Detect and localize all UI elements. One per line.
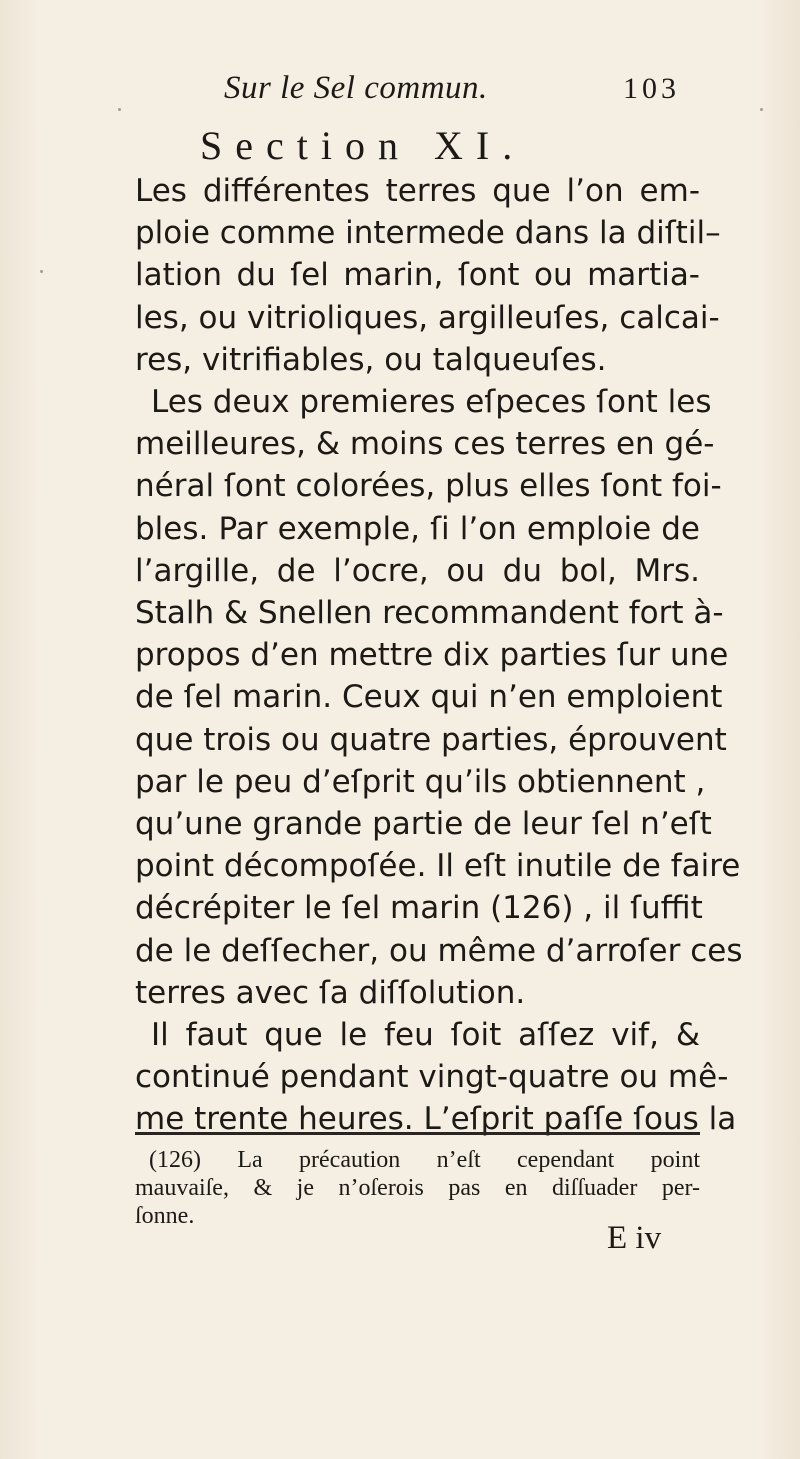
page-number: 103 [623, 72, 680, 105]
text-line: bles. Par exemple, ſi l’on emploie de [135, 510, 700, 547]
footnote-line: mauvaiſe, & je n’oſerois pas en diſſuader per- [135, 1175, 700, 1201]
paper-speck [760, 108, 763, 111]
text-line: meilleures, & moins ces terres en gé- [135, 426, 715, 463]
running-title: Sur le Sel commun. [224, 70, 488, 106]
text-line: par le peu d’eſprit qu’ils obtiennent , [135, 763, 706, 800]
paper-speck [118, 108, 121, 111]
text-line: l’argille, de l’ocre, ou du bol, Mrs. [135, 552, 700, 589]
text-line: terres avec ſa diſſolution. [135, 974, 526, 1011]
section-heading: Section XI. [200, 123, 526, 168]
text-line: Les différentes terres que l’on em- [135, 173, 700, 209]
footnote-line: ſonne. [135, 1203, 195, 1229]
text-line: Les deux premieres eſpeces ſont les [151, 384, 712, 421]
text-line: res, vitrifiables, ou talqueuſes. [135, 341, 607, 378]
text-line: Il faut que le feu ſoit aſſez vif, & [151, 1017, 700, 1054]
page-header [200, 70, 680, 114]
text-line: néral ſont colorées, plus elles ſont foi- [135, 468, 722, 505]
body-text [135, 170, 743, 1141]
text-line: décrépiter le ſel marin (126) , il ſuffit [135, 890, 703, 927]
text-line: me trente heures. L’eſprit paſſe ſous la [135, 1101, 737, 1138]
text-line: de ſel marin. Ceux qui n’en emploient [135, 679, 723, 716]
text-line: Stalh & Snellen recommandent fort à- [135, 595, 724, 632]
footnote [135, 1146, 700, 1230]
text-line: qu’une grande partie de leur ſel n’eſt [135, 806, 712, 843]
text-line: que trois ou quatre parties, éprouvent [135, 721, 727, 758]
text-line: lation du ſel marin, ſont ou martia- [135, 257, 700, 294]
text-line: point décompoſée. Il eſt inutile de faire [135, 848, 741, 885]
text-line: continué pendant vingt-quatre ou mê- [135, 1059, 729, 1096]
text-line: les, ou vitrioliques, argilleuſes, calcai- [135, 299, 720, 336]
signature-mark: E iv [607, 1220, 662, 1256]
text-line: de le deſſecher, ou même d’arroſer ces [135, 932, 743, 969]
text-line: propos d’en mettre dix parties ſur une [135, 637, 729, 674]
footnote-rule [135, 1132, 700, 1135]
paper-speck [40, 270, 43, 273]
text-line: ploie comme intermede dans la diſtil– [135, 215, 721, 252]
footnote-line: (126) La précaution n’eſt cependant point [149, 1147, 700, 1173]
